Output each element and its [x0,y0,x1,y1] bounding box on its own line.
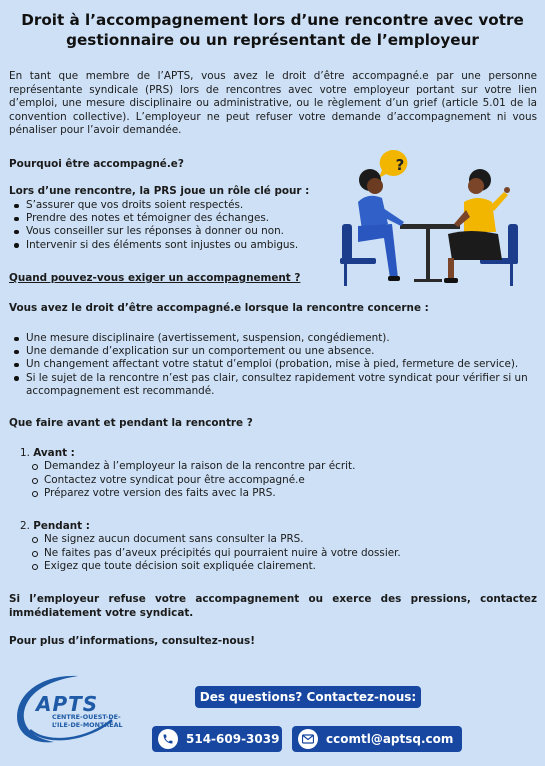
list-item: Exigez que toute décision soit expliquée clairement. [32,560,401,574]
right-heading: Vous avez le droit d’être accompagné.e lorsque la rencontre concerne : [9,302,429,314]
phone-icon [158,729,178,749]
before-list [32,460,355,501]
list-item: Vous conseiller sur les réponses à donner ou non. [14,225,298,238]
page-title: Droit à l’accompagnement lors d’une rencontre avec votre gestionnaire ou un représentant de l’employeur [21,11,524,49]
role-heading: Lors d’une rencontre, la PRS joue un rôle clé pour : [9,185,310,197]
list-item: Une demande d’explication sur un comportement ou une absence. [14,345,532,358]
before-number: 1. [20,447,30,459]
what-heading: Que faire avant et pendant la rencontre ? [9,417,253,429]
email-link[interactable] [292,726,462,752]
phone-number: 514-609-3039 [186,732,280,746]
list-item: Un changement affectant votre statut d’emploi (probation, mise à pied, fermeture de service). [14,358,532,371]
why-heading: Pourquoi être accompagné.e? [9,158,184,170]
during-heading [20,520,90,533]
list-item: Ne faites pas d’aveux précipités qui pourraient nuire à votre dossier. [32,547,401,561]
refuse-text: Si l’employeur refuse votre accompagnement ou exerce des pressions, contactez immédiatement votre syndicat. [9,593,537,619]
contact-question: Des questions? Contactez-nous: [195,686,421,708]
role-list [14,199,298,252]
before-heading [20,447,75,460]
during-list [32,533,401,574]
during-number: 2. [20,520,30,532]
mail-icon [298,729,318,749]
logo-subtitle: CENTRE-OUEST-DE- L’ILE-DE-MONTRÉAL [52,713,123,729]
logo-name: APTS [36,692,99,716]
when-heading: Quand pouvez-vous exiger un accompagnement ? [9,272,301,284]
meeting-illustration [330,146,530,291]
right-list [14,332,532,398]
during-label: Pendant : [33,520,90,532]
email-address: ccomtl@aptsq.com [326,732,454,746]
more-info: Pour plus d’informations, consultez-nous! [9,635,255,647]
list-item: Une mesure disciplinaire (avertissement, suspension, congédiement). [14,332,532,345]
list-item: Préparez votre version des faits avec la PRS. [32,487,355,501]
svg-text:?: ? [395,156,405,174]
list-item: Intervenir si des éléments sont injustes ou ambigus. [14,239,298,252]
list-item: Demandez à l’employeur la raison de la rencontre par écrit. [32,460,355,474]
before-label: Avant : [33,447,75,459]
list-item: Contactez votre syndicat pour être accompagné.e [32,474,355,488]
list-item: S’assurer que vos droits soient respectés. [14,199,298,212]
intro-paragraph: En tant que membre de l’APTS, vous avez le droit d’être accompagné.e par une personne représentante syndicale (PRS) lors de rencontres avec votre employeur portant sur votre lien d’emploi, une mesure disciplinaire ou administrative, ou le règlement d’un grief (article 5.01 de la convention collective). L’employeur ne peut refuser votre demande d’accompagnement ni vous pénaliser pour l’avoir demandée. [9,70,537,137]
list-item: Prendre des notes et témoigner des échanges. [14,212,298,225]
phone-button[interactable] [152,726,282,752]
list-item: Ne signez aucun document sans consulter la PRS. [32,533,401,547]
list-item: Si le sujet de la rencontre n’est pas clair, consultez rapidement votre syndicat pour vérifier si un accompagnement est recommandé. [14,372,532,398]
